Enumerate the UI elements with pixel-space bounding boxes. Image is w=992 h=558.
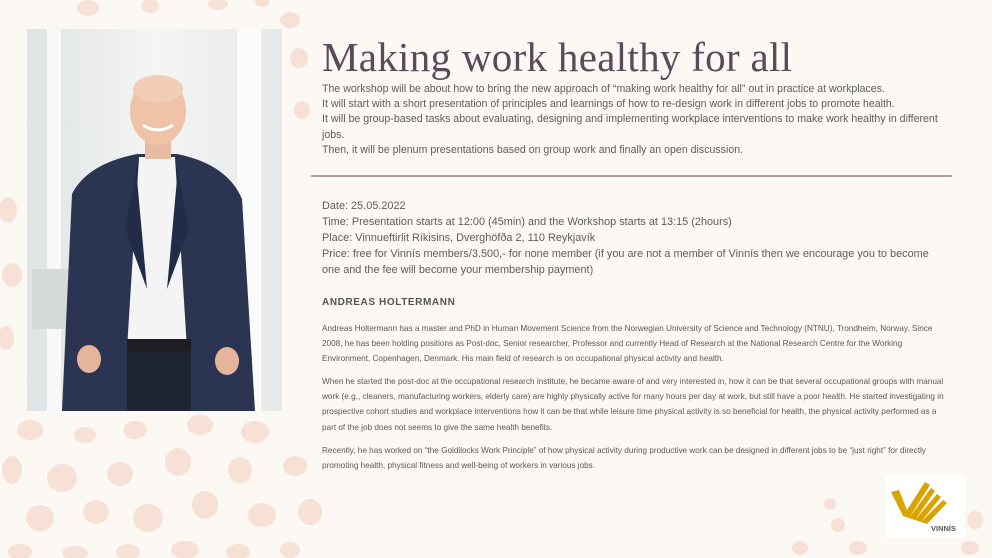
section-divider bbox=[311, 175, 952, 177]
event-price: Price: free for Vinnís members/3.500,- for none member (if you are not a member of Vinnís then we encourage you to become one and the fee will become your membership payment) bbox=[322, 248, 929, 276]
speaker-name: ANDREAS HOLTERMANN bbox=[322, 297, 456, 308]
intro-line: The workshop will be about how to bring the new approach of “making work healthy for all” out in practice at workplaces. bbox=[322, 83, 885, 95]
speaker-bio bbox=[322, 321, 952, 481]
logo-text: VINNÍS bbox=[931, 524, 957, 533]
intro-line: It will be group-based tasks about evaluating, designing and implementing workplace interventions to make work healthy in different jobs. bbox=[322, 113, 938, 141]
slide-title: Making work healthy for all bbox=[322, 34, 793, 80]
event-details bbox=[322, 198, 942, 278]
bio-paragraph: When he started the post-doc at the occupational research institute, he became aware of and very interested in, how it can be that several occupational groups with manual work (e.g., cleaners, manufacturing workers, elderly care) are highly physically active for many hours per day at work, but still have a poor health. He started investigating in prospective cohort studies and workplace interventions how it can be that while leisure time physical activity is so beneficial for health, the physical activity performed as a part of the job does not seems to give the same health benefits. bbox=[322, 377, 944, 432]
intro-line: Then, it will be plenum presentations based on group work and finally an open discussion. bbox=[322, 143, 744, 156]
event-place: Place: Vinnueftirlit Ríkisins, Dverghöfða 2, 110 Reykjavík bbox=[322, 232, 596, 244]
speaker-photo bbox=[27, 29, 282, 411]
vinnis-logo bbox=[885, 476, 965, 538]
event-time: Time: Presentation starts at 12:00 (45min) and the Workshop starts at 13:15 (2hours) bbox=[322, 216, 732, 228]
intro-text bbox=[322, 82, 952, 158]
bio-paragraph: Recently, he has worked on “the Goldilocks Work Principle” of how physical activity during productive work can be designed in different jobs to be “just right” for directly promoting health, physical fitness and well-being of workers in various jobs. bbox=[322, 445, 926, 470]
event-date: Date: 25.05.2022 bbox=[322, 200, 406, 212]
intro-line: It will start with a short presentation of principles and learnings of how to re-design work in different jobs to promote health. bbox=[322, 98, 895, 111]
bio-paragraph: Andreas Holtermann has a master and PhD in Human Movement Science from the Norwegian University of Science and Technology (NTNU), Trondheim, Norway. Since 2008, he has been holding positions as Post-doc, Senior researcher, Professor and currently Head of Research at the National Research Centre for the Working Environment, Copenhagen, Denmark. His main field of research is on occupational physical activity and health. bbox=[322, 324, 933, 364]
